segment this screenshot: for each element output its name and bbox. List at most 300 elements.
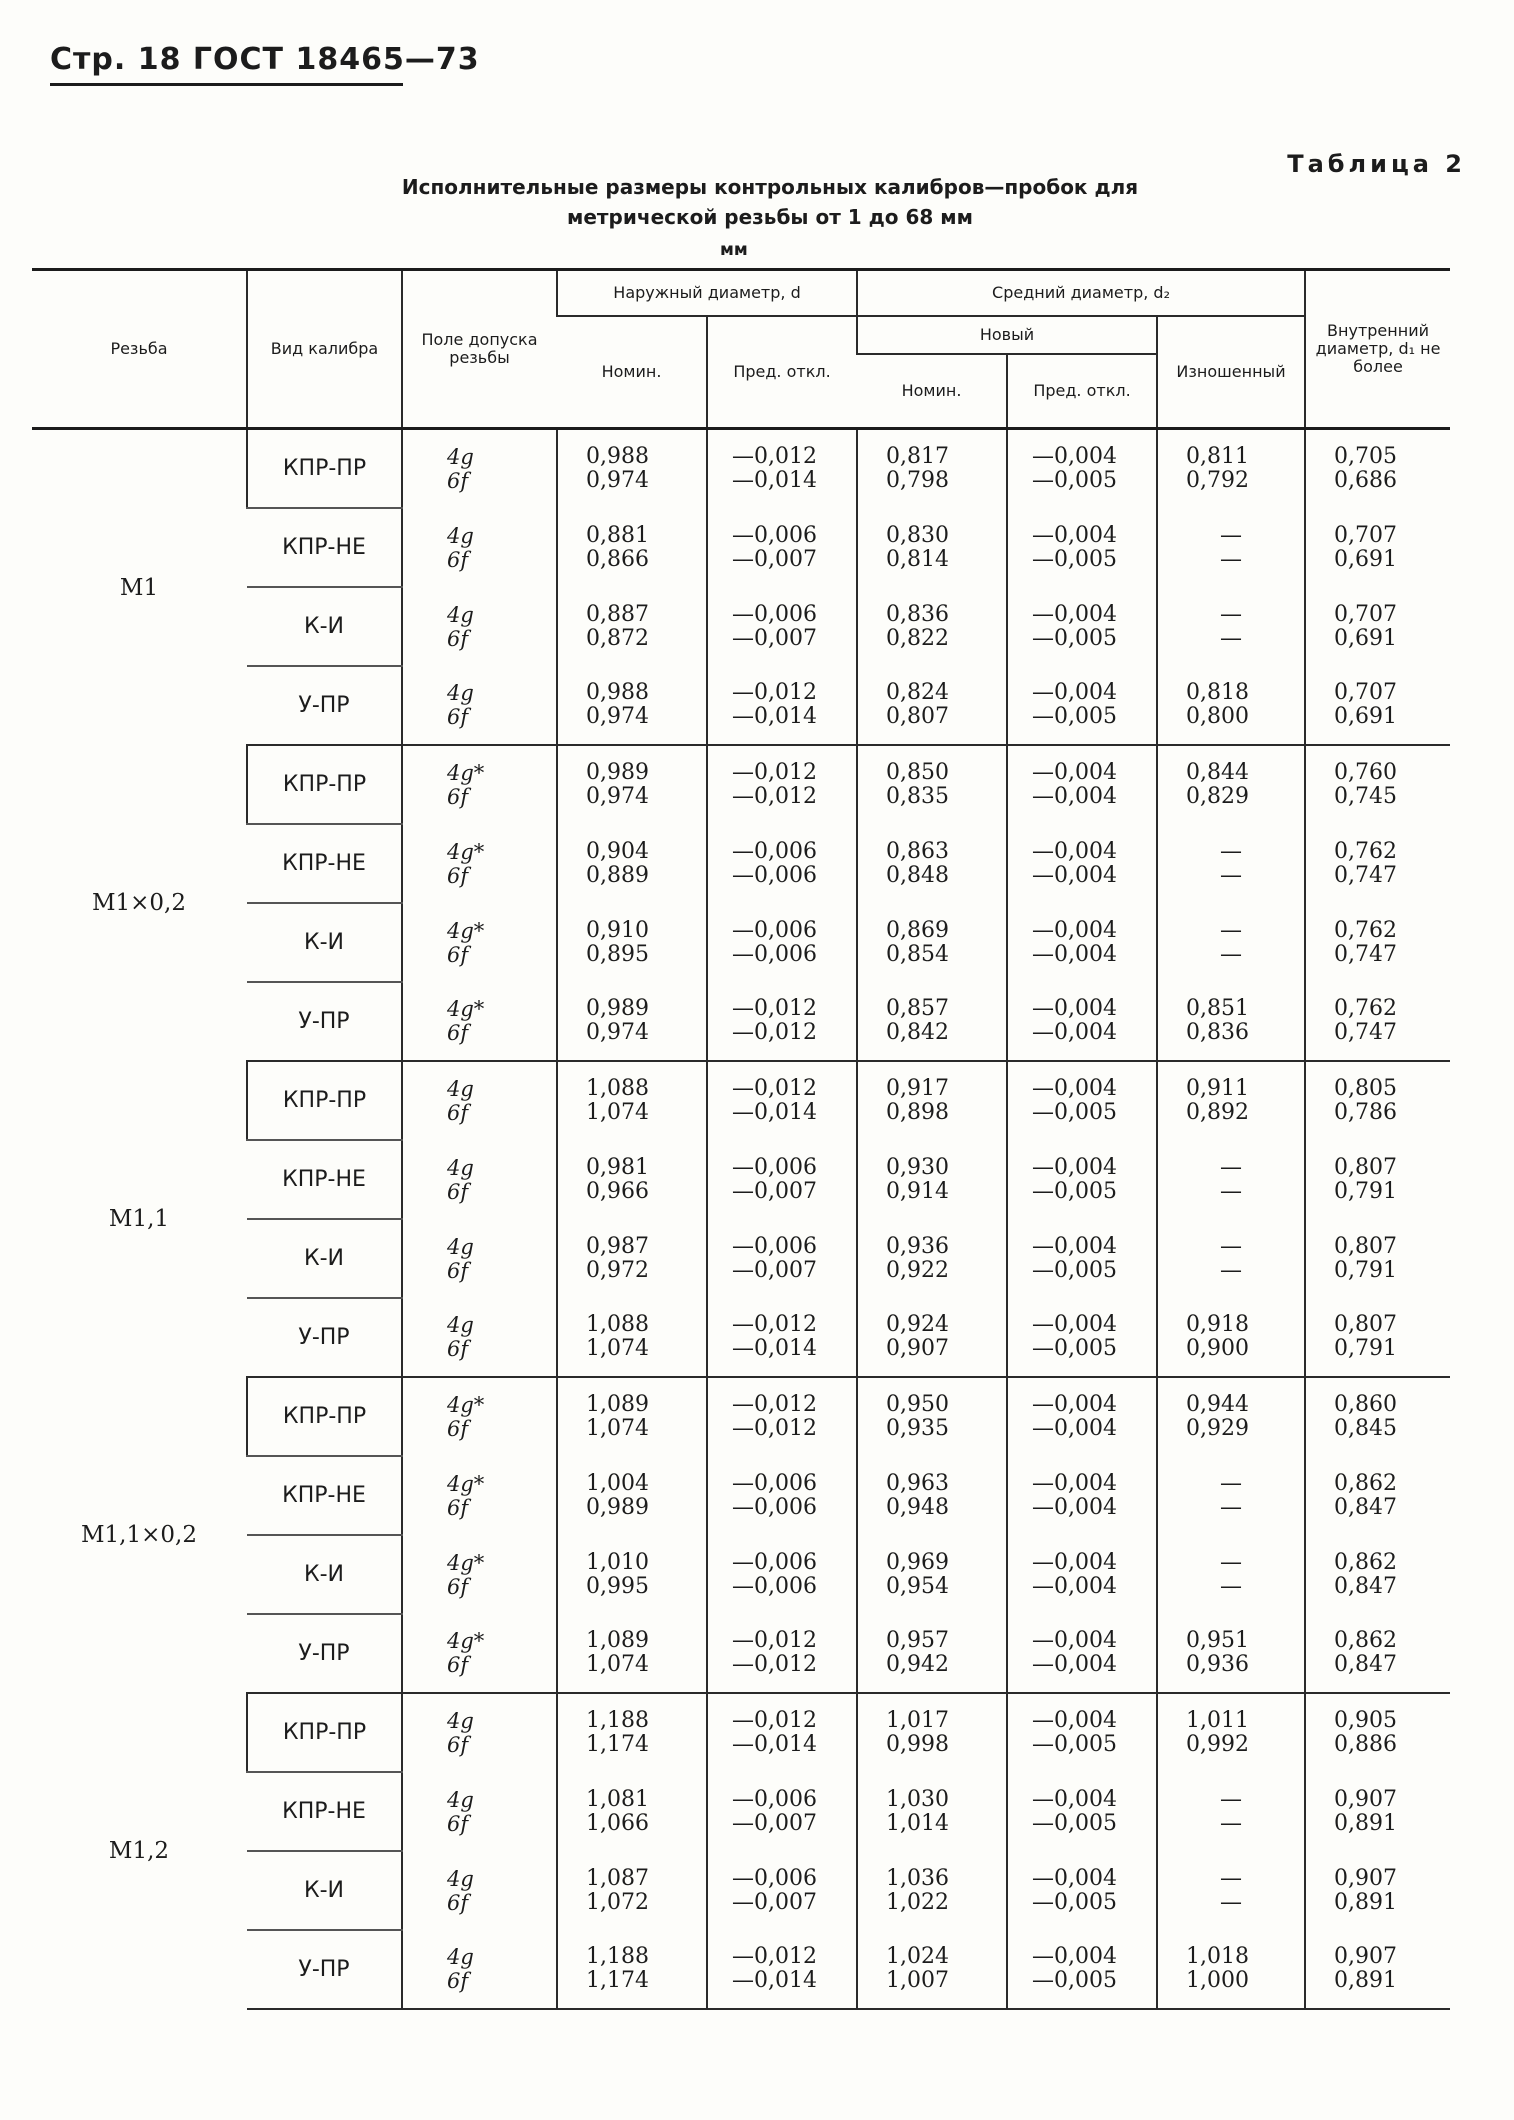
mean-deviation-cell [1007,824,1157,903]
tolerance-cell [402,1140,557,1219]
mean-deviation-cell-value: —0,004 [1032,522,1117,548]
worn-cell [1157,666,1305,745]
mean-deviation-cell [1007,1614,1157,1693]
table-row [32,429,1450,509]
outer-deviation-cell-value: —0,006 [732,522,817,548]
mean-deviation-cell-value: —0,005 [1032,1968,1117,1993]
tolerance-cell [402,587,557,666]
mean-deviation-cell-value: —0,004 [1032,444,1117,469]
gauge-type-cell: К-И [247,1851,402,1930]
worn-cell [1157,1140,1305,1219]
outer-deviation-cell [707,745,857,824]
outer-nominal-cell [557,745,707,824]
worn-cell-value: — [1220,1573,1243,1599]
inner-diameter-cell-value: 0,847 [1334,1652,1398,1677]
inner-diameter-cell [1305,1930,1450,2009]
tolerance-cell-value: 6f [447,1574,469,1599]
worn-cell [1157,1535,1305,1614]
worn-cell-value: — [1220,601,1243,627]
gauge-type-cell: КПР-ПР [247,1693,402,1772]
tolerance-cell [402,1061,557,1140]
inner-diameter-cell-value: 0,762 [1334,996,1398,1021]
mean-deviation-cell [1007,1930,1157,2009]
mean-deviation-cell-value: —0,005 [1032,468,1117,493]
mean-deviation-cell-value: —0,004 [1032,1020,1117,1045]
table-row [32,1377,1450,1456]
mean-nominal-cell [857,903,1007,982]
inner-diameter-cell-value: 0,762 [1334,917,1398,943]
outer-deviation-cell-value: —0,014 [732,1336,817,1361]
mean-nominal-cell-value: 0,835 [886,784,949,809]
outer-deviation-cell-value: —0,007 [732,1889,817,1915]
col-new: Новый [857,316,1157,354]
worn-cell [1157,1298,1305,1377]
mean-nominal-cell-value: 0,854 [886,941,949,967]
tolerance-cell [402,903,557,982]
mean-nominal-cell [857,824,1007,903]
mean-deviation-cell-value: —0,004 [1032,760,1117,785]
mean-deviation-cell-value: —0,004 [1032,941,1117,967]
outer-nominal-cell-value: 1,088 [586,1312,649,1337]
outer-nominal-cell-value: 0,988 [586,680,649,705]
thread-designation: M1,2 [108,1838,170,1864]
inner-diameter-cell-value: 0,707 [1334,522,1398,548]
mean-nominal-cell [857,1851,1007,1930]
outer-nominal-cell-value: 0,989 [586,1494,649,1520]
mean-deviation-cell-value: —0,004 [1032,1233,1117,1259]
outer-deviation-cell-value: —0,006 [732,1154,817,1180]
outer-nominal-cell-value: 1,004 [586,1470,649,1496]
outer-nominal-cell [557,1456,707,1535]
inner-diameter-cell-value: 0,847 [1334,1494,1398,1520]
gauge-type-cell: КПР-НЕ [247,824,402,903]
tolerance-cell [402,508,557,587]
tolerance-cell-value: 6f [447,863,469,888]
outer-deviation-cell-value: —0,006 [732,1470,817,1496]
mean-nominal-cell-value: 0,948 [886,1494,949,1520]
mean-nominal-cell [857,666,1007,745]
mean-nominal-cell [857,982,1007,1061]
mean-nominal-cell [857,745,1007,824]
tolerance-cell-value: 4g [447,1155,474,1180]
outer-nominal-cell [557,1930,707,2009]
worn-cell-value: 0,829 [1186,784,1249,809]
inner-diameter-cell-value: 0,807 [1334,1154,1398,1180]
worn-cell [1157,903,1305,982]
tolerance-cell-value: 6f [447,1258,469,1283]
inner-diameter-cell-value: 0,907 [1334,1865,1398,1891]
outer-deviation-cell [707,508,857,587]
inner-diameter-cell [1305,1298,1450,1377]
worn-cell [1157,429,1305,509]
mean-nominal-cell [857,1930,1007,2009]
mean-deviation-cell [1007,1693,1157,1772]
tolerance-cell-value: 6f [447,1417,469,1441]
worn-cell-value: 0,892 [1186,1100,1249,1125]
gauge-type-cell: КПР-НЕ [247,508,402,587]
col-tolerance-field: Поле допуска резьбы [402,270,557,429]
inner-diameter-cell-value: 0,805 [1334,1076,1398,1101]
mean-deviation-cell-value: —0,004 [1032,1549,1117,1575]
col-gauge-type: Вид калибра [247,270,402,429]
outer-deviation-cell-value: —0,012 [732,1076,817,1101]
outer-deviation-cell-value: —0,006 [732,941,817,967]
gauge-type-cell: У-ПР [247,1930,402,2009]
outer-nominal-cell-value: 0,988 [586,444,649,469]
mean-deviation-cell [1007,587,1157,666]
outer-deviation-cell [707,982,857,1061]
outer-nominal-cell-value: 0,974 [586,704,649,729]
gauge-type-cell: КПР-НЕ [247,1140,402,1219]
worn-cell [1157,1772,1305,1851]
outer-nominal-cell [557,1377,707,1456]
tolerance-cell-value: 4g [447,1234,474,1259]
worn-cell-value: — [1220,838,1243,864]
mean-nominal-cell-value: 1,017 [886,1708,949,1733]
tolerance-cell-value: 4g [447,1787,474,1812]
mean-nominal-cell-value: 0,936 [886,1233,949,1259]
outer-nominal-cell-value: 1,087 [586,1865,649,1891]
mean-nominal-cell-value: 1,030 [886,1786,949,1812]
mean-deviation-cell [1007,1061,1157,1140]
worn-cell-value: 0,992 [1186,1732,1249,1757]
tolerance-cell-value: 4g* [447,761,485,785]
header-rule [50,83,403,86]
thread-designation: M1 [119,574,159,601]
mean-nominal-cell [857,1298,1007,1377]
worn-cell [1157,1693,1305,1772]
inner-diameter-cell-value: 0,762 [1334,838,1398,864]
outer-nominal-cell [557,587,707,666]
inner-diameter-cell-value: 0,691 [1334,546,1398,572]
tolerance-cell-value: 4g* [447,1629,485,1653]
worn-cell [1157,745,1305,824]
mean-deviation-cell-value: —0,004 [1032,1494,1117,1520]
outer-nominal-cell-value: 0,989 [586,760,649,785]
worn-cell-value: — [1220,1233,1243,1259]
outer-nominal-cell [557,429,707,509]
inner-diameter-cell-value: 0,886 [1334,1732,1398,1757]
table-title-line2: метрической резьбы от 1 до 68 мм [567,205,973,229]
inner-diameter-cell [1305,1140,1450,1219]
mean-deviation-cell-value: —0,004 [1032,996,1117,1021]
outer-deviation-cell-value: —0,006 [732,917,817,943]
inner-diameter-cell-value: 0,791 [1334,1257,1398,1283]
inner-diameter-cell-value: 0,862 [1334,1470,1398,1496]
mean-deviation-cell-value: —0,005 [1032,546,1117,572]
mean-nominal-cell-value: 0,842 [886,1020,949,1045]
outer-nominal-cell-value: 1,074 [586,1100,649,1125]
mean-nominal-cell-value: 1,014 [886,1810,949,1836]
inner-diameter-cell [1305,1219,1450,1298]
gauge-type-cell: У-ПР [247,1614,402,1693]
tolerance-cell-value: 4g [447,1866,474,1891]
outer-deviation-cell-value: —0,012 [732,444,817,469]
mean-deviation-cell [1007,982,1157,1061]
outer-deviation-cell [707,1693,857,1772]
gauge-type-cell: КПР-ПР [247,429,402,509]
worn-cell-value: — [1220,1549,1243,1575]
inner-diameter-cell-value: 0,891 [1334,1810,1398,1836]
worn-cell-value: — [1220,862,1243,888]
outer-deviation-cell-value: —0,012 [732,996,817,1021]
tolerance-cell-value: 4g [447,523,474,548]
mean-nominal-cell-value: 0,848 [886,862,949,888]
outer-deviation-cell [707,1377,857,1456]
tolerance-cell-value: 6f [447,1101,469,1125]
outer-nominal-cell-value: 1,089 [586,1628,649,1653]
mean-deviation-cell [1007,903,1157,982]
outer-nominal-cell-value: 0,866 [586,546,649,572]
mean-deviation-cell [1007,1219,1157,1298]
inner-diameter-cell-value: 0,791 [1334,1336,1398,1361]
gauge-type-cell: К-И [247,903,402,982]
worn-cell-value: 1,011 [1186,1708,1249,1733]
inner-diameter-cell-value: 0,747 [1334,941,1398,967]
col-mean-deviation: Пред. откл. [1007,354,1157,429]
mean-deviation-cell [1007,666,1157,745]
mean-deviation-cell-value: —0,004 [1032,1154,1117,1180]
outer-nominal-cell-value: 1,066 [586,1810,649,1836]
inner-diameter-cell-value: 0,862 [1334,1628,1398,1653]
inner-diameter-cell [1305,1456,1450,1535]
mean-nominal-cell-value: 1,024 [886,1944,949,1969]
outer-nominal-cell-value: 0,974 [586,468,649,493]
mean-deviation-cell [1007,1851,1157,1930]
inner-diameter-cell-value: 0,747 [1334,862,1398,888]
worn-cell-value: 0,936 [1186,1652,1249,1677]
mean-deviation-cell-value: —0,005 [1032,704,1117,729]
tolerance-cell-value: 4g [447,1077,474,1101]
worn-cell [1157,1851,1305,1930]
mean-deviation-cell-value: —0,004 [1032,1416,1117,1441]
outer-nominal-cell-value: 1,072 [586,1889,649,1915]
tolerance-cell-value: 4g [447,1945,474,1969]
inner-diameter-cell [1305,1061,1450,1140]
table-row [32,745,1450,824]
mean-nominal-cell-value: 1,007 [886,1968,949,1993]
outer-nominal-cell-value: 0,974 [586,1020,649,1045]
mean-nominal-cell [857,1535,1007,1614]
outer-deviation-cell-value: —0,014 [732,1100,817,1125]
outer-deviation-cell-value: —0,014 [732,704,817,729]
outer-deviation-cell [707,1219,857,1298]
inner-diameter-cell [1305,1772,1450,1851]
outer-nominal-cell-value: 0,989 [586,996,649,1021]
mean-deviation-cell [1007,429,1157,509]
gauge-type-cell: У-ПР [247,666,402,745]
outer-deviation-cell-value: —0,012 [732,1652,817,1677]
outer-deviation-cell [707,1298,857,1377]
table-title [290,172,1250,232]
mean-deviation-cell [1007,1772,1157,1851]
gauge-table [32,268,1450,2010]
inner-diameter-cell-value: 0,686 [1334,468,1398,493]
inner-diameter-cell-value: 0,860 [1334,1392,1398,1417]
mean-nominal-cell-value: 0,950 [886,1392,949,1417]
worn-cell-value: 0,911 [1186,1076,1249,1101]
outer-deviation-cell-value: —0,006 [732,1549,817,1575]
worn-cell-value: 0,951 [1186,1628,1249,1653]
mean-nominal-cell-value: 1,036 [886,1865,949,1891]
outer-deviation-cell-value: —0,012 [732,1944,817,1969]
outer-deviation-cell-value: —0,007 [732,1810,817,1836]
worn-cell-value: 0,844 [1186,760,1249,785]
tolerance-cell [402,824,557,903]
worn-cell-value: — [1220,1178,1243,1204]
worn-cell-value: 0,929 [1186,1416,1249,1441]
inner-diameter-cell-value: 0,905 [1334,1708,1398,1733]
tolerance-cell-value: 6f [447,547,469,572]
col-inner-diameter: Внутренний диаметр, d₁ не более [1305,270,1450,429]
tolerance-cell-value: 6f [447,1179,469,1204]
mean-nominal-cell-value: 0,930 [886,1154,949,1180]
tolerance-cell-value: 6f [447,1653,469,1677]
inner-diameter-cell [1305,745,1450,824]
mean-nominal-cell [857,1377,1007,1456]
tolerance-cell-value: 6f [447,1890,469,1915]
tolerance-cell [402,429,557,509]
inner-diameter-cell-value: 0,707 [1334,601,1398,627]
mean-nominal-cell-value: 0,857 [886,996,949,1021]
inner-diameter-cell-value: 0,747 [1334,1020,1398,1045]
inner-diameter-cell-value: 0,907 [1334,1786,1398,1812]
outer-nominal-cell-value: 1,188 [586,1708,649,1733]
tolerance-cell-value: 4g* [447,997,485,1021]
tolerance-cell-value: 6f [447,469,469,493]
worn-cell-value: 0,851 [1186,996,1249,1021]
tolerance-cell-value: 4g* [447,1550,485,1575]
outer-nominal-cell [557,903,707,982]
mean-deviation-cell [1007,745,1157,824]
outer-nominal-cell [557,1772,707,1851]
outer-nominal-cell-value: 1,174 [586,1968,649,1993]
tolerance-cell-value: 4g* [447,839,485,864]
mean-nominal-cell-value: 0,924 [886,1312,949,1337]
worn-cell-value: 1,000 [1186,1968,1249,1993]
mean-nominal-cell-value: 0,863 [886,838,949,864]
outer-nominal-cell-value: 1,074 [586,1336,649,1361]
tolerance-cell-value: 4g [447,1709,474,1733]
mean-nominal-cell [857,1614,1007,1693]
tolerance-cell [402,1377,557,1456]
mean-deviation-cell-value: —0,004 [1032,601,1117,627]
inner-diameter-cell-value: 0,907 [1334,1944,1398,1969]
worn-cell-value: 0,836 [1186,1020,1249,1045]
tolerance-cell [402,1614,557,1693]
outer-nominal-cell-value: 1,188 [586,1944,649,1969]
tolerance-cell-value: 6f [447,942,469,967]
outer-deviation-cell-value: —0,006 [732,1573,817,1599]
outer-nominal-cell [557,1851,707,1930]
gauge-type-cell: КПР-ПР [247,1377,402,1456]
col-outer-deviation: Пред. откл. [707,316,857,429]
tolerance-cell [402,1456,557,1535]
worn-cell-value: — [1220,1257,1243,1283]
mean-deviation-cell-value: —0,004 [1032,1470,1117,1496]
worn-cell [1157,824,1305,903]
mean-deviation-cell-value: —0,004 [1032,784,1117,809]
inner-diameter-cell [1305,1377,1450,1456]
inner-diameter-cell [1305,1693,1450,1772]
inner-diameter-cell [1305,1614,1450,1693]
mean-deviation-cell-value: —0,004 [1032,1628,1117,1653]
outer-deviation-cell [707,429,857,509]
tolerance-cell-value: 6f [447,1733,469,1757]
mean-nominal-cell [857,1772,1007,1851]
outer-deviation-cell-value: —0,012 [732,680,817,705]
outer-deviation-cell-value: —0,006 [732,1494,817,1520]
outer-nominal-cell-value: 0,995 [586,1573,649,1599]
inner-diameter-cell [1305,903,1450,982]
outer-deviation-cell [707,903,857,982]
outer-deviation-cell-value: —0,006 [732,1865,817,1891]
mean-deviation-cell-value: —0,004 [1032,1312,1117,1337]
page-header-text: Стр. 18 ГОСТ 18465—73 [50,42,480,77]
outer-nominal-cell-value: 1,074 [586,1416,649,1441]
worn-cell-value: 0,900 [1186,1336,1249,1361]
worn-cell-value: 1,018 [1186,1944,1249,1969]
outer-deviation-cell-value: —0,006 [732,601,817,627]
outer-nominal-cell [557,1061,707,1140]
thread-designation: M1,1×0,2 [81,1522,197,1548]
mean-nominal-cell-value: 0,907 [886,1336,949,1361]
outer-nominal-cell-value: 0,974 [586,784,649,809]
outer-deviation-cell [707,1535,857,1614]
table-body [32,429,1450,2010]
thread-designation: M1,1 [108,1206,170,1232]
outer-deviation-cell [707,1614,857,1693]
outer-deviation-cell-value: —0,006 [732,1233,817,1259]
mean-nominal-cell [857,1140,1007,1219]
worn-cell-value: — [1220,1470,1243,1496]
inner-diameter-cell-value: 0,891 [1334,1889,1398,1915]
col-mean-nominal: Номин. [857,354,1007,429]
table-unit: мм [720,240,748,260]
outer-deviation-cell [707,1140,857,1219]
outer-nominal-cell [557,1219,707,1298]
inner-diameter-cell-value: 0,891 [1334,1968,1398,1993]
tolerance-cell [402,1693,557,1772]
outer-deviation-cell-value: —0,007 [732,1178,817,1204]
tolerance-cell-value: 6f [447,1969,469,1993]
outer-nominal-cell [557,1535,707,1614]
col-worn: Изношенный [1157,316,1305,429]
inner-diameter-cell-value: 0,707 [1334,680,1398,705]
mean-nominal-cell-value: 0,917 [886,1076,949,1101]
mean-deviation-cell [1007,1298,1157,1377]
mean-nominal-cell-value: 0,817 [886,444,949,469]
tolerance-cell [402,1219,557,1298]
col-outer-nominal: Номин. [557,316,707,429]
outer-deviation-cell-value: —0,007 [732,546,817,572]
outer-deviation-cell-value: —0,014 [732,1732,817,1757]
outer-deviation-cell-value: —0,012 [732,1312,817,1337]
tolerance-cell-value: 6f [447,1337,469,1361]
outer-deviation-cell-value: —0,006 [732,862,817,888]
outer-nominal-cell-value: 0,966 [586,1178,649,1204]
tolerance-cell-value: 4g [447,602,474,627]
mean-nominal-cell [857,1693,1007,1772]
table-title-line1: Исполнительные размеры контрольных калибров—пробок для [401,175,1139,199]
tolerance-cell-value: 6f [447,1021,469,1045]
outer-nominal-cell-value: 1,174 [586,1732,649,1757]
mean-deviation-cell-value: —0,004 [1032,838,1117,864]
mean-deviation-cell-value: —0,005 [1032,625,1117,651]
outer-deviation-cell-value: —0,012 [732,1628,817,1653]
mean-nominal-cell-value: 0,963 [886,1470,949,1496]
tolerance-cell-value: 4g [447,445,474,469]
